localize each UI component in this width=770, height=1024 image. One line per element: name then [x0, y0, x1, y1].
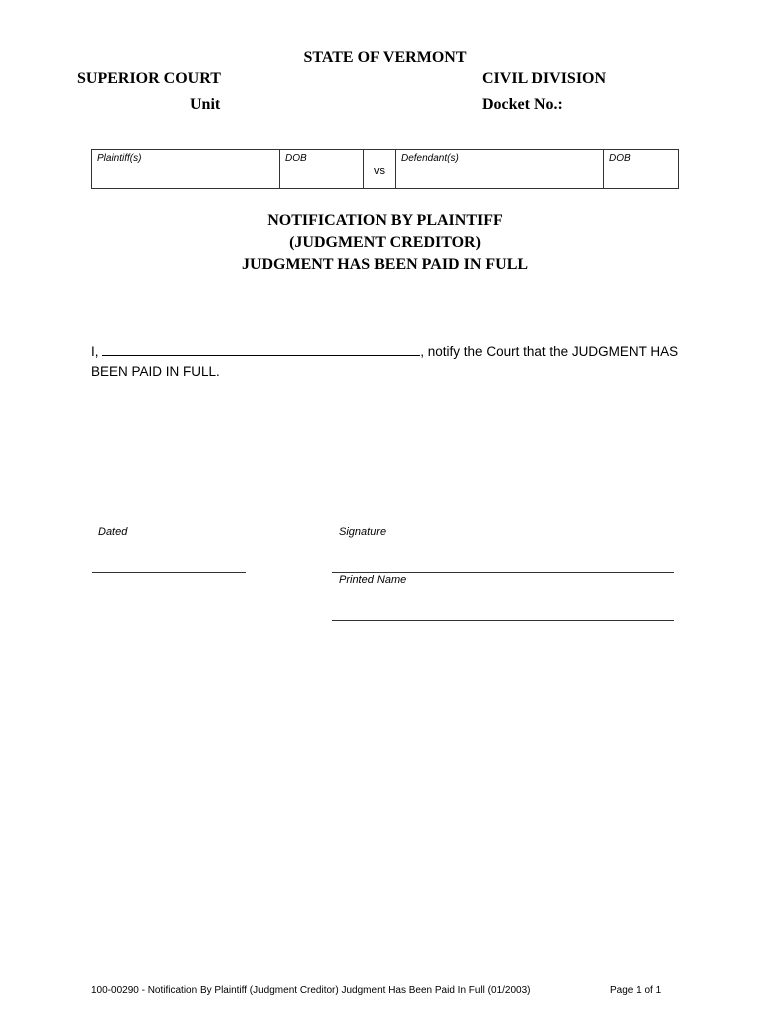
- dated-label: Dated: [98, 526, 128, 538]
- defendant-field[interactable]: [396, 150, 604, 188]
- statement-suffix: , notify the Court that the JUDGMENT HAS BEEN PAID IN FULL.: [91, 344, 679, 379]
- title-line-2: (JUDGMENT CREDITOR): [289, 234, 481, 251]
- title-line-1: NOTIFICATION BY PLAINTIFF: [267, 212, 503, 229]
- printed-name-label: Printed Name: [339, 574, 407, 586]
- name-blank-field[interactable]: [102, 343, 420, 356]
- plaintiff-field[interactable]: [92, 150, 280, 188]
- state-heading: STATE OF VERMONT: [303, 49, 467, 66]
- signature-field-line[interactable]: [332, 572, 674, 573]
- plaintiff-dob-field[interactable]: [280, 150, 364, 188]
- plaintiff-dob-label: DOB: [285, 153, 307, 164]
- vs-cell: [364, 150, 396, 188]
- defendant-label: Defendant(s): [401, 153, 459, 164]
- court-name: SUPERIOR COURT: [77, 70, 221, 87]
- printed-name-field-line[interactable]: [332, 620, 674, 621]
- plaintiff-label: Plaintiff(s): [97, 153, 142, 164]
- defendant-dob-label: DOB: [609, 153, 631, 164]
- statement-prefix: I,: [91, 344, 99, 359]
- division-label: CIVIL DIVISION: [482, 70, 607, 87]
- signature-label: Signature: [339, 526, 387, 538]
- document-title: [0, 210, 770, 276]
- statement-paragraph: [91, 342, 681, 382]
- footer-form-text: 100-00290 - Notification By Plaintiff (Judgment Creditor) Judgment Has Been Paid In Full (01/2003): [91, 985, 531, 996]
- title-line-3: JUDGMENT HAS BEEN PAID IN FULL: [241, 256, 529, 273]
- unit-label: Unit: [190, 96, 221, 113]
- defendant-dob-field[interactable]: [604, 150, 678, 188]
- page-number: Page 1 of 1: [610, 985, 662, 996]
- docket-label: Docket No.:: [482, 96, 563, 113]
- dated-field-line[interactable]: [92, 572, 246, 573]
- vs-label: vs: [374, 165, 385, 177]
- parties-table: [91, 149, 679, 189]
